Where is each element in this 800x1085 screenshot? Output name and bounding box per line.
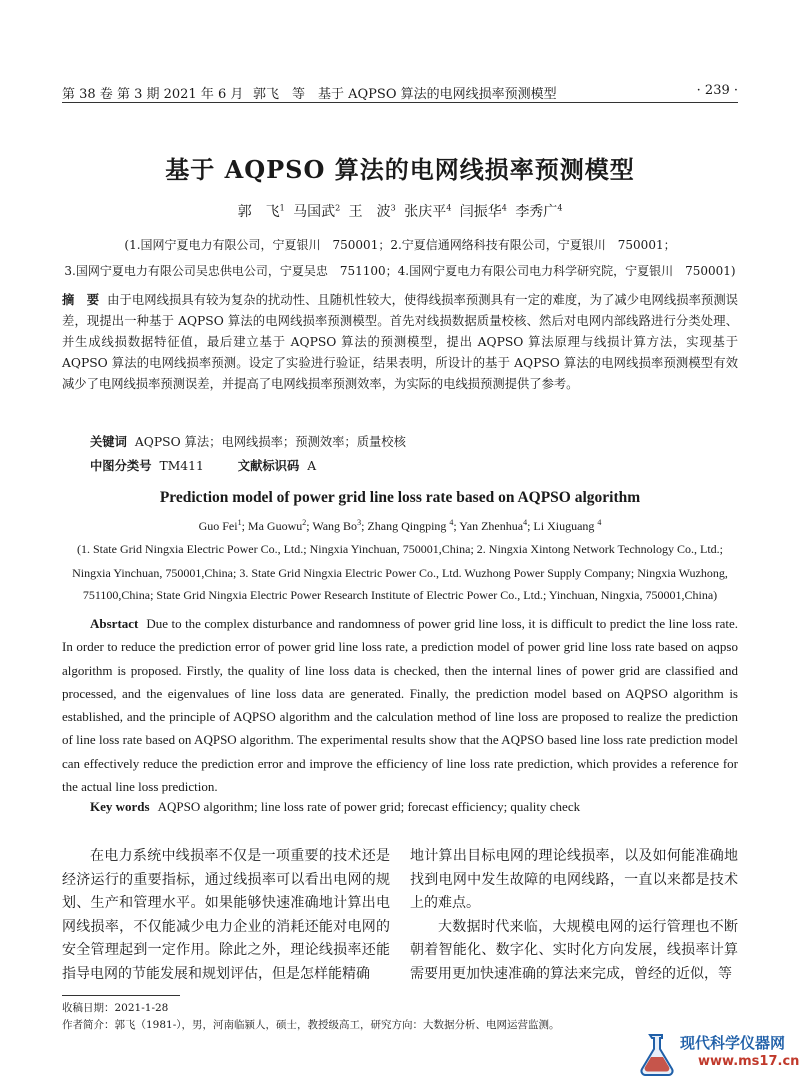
watermark-logo bbox=[636, 1030, 800, 1080]
watermark-name: 现代科学仪器网 bbox=[680, 1034, 786, 1052]
classification-cn bbox=[90, 456, 316, 474]
doc-code-label: 文献标识码 bbox=[237, 459, 300, 473]
affiliation-en-line: Ningxia Yinchuan, 750001,China; 3. State Grid Ningxia Electric Power Co., Ltd. Wuzhong Power Supply Company; Ningxia Wuzhong, bbox=[72, 566, 728, 580]
affiliation-cn-line: (1.国网宁夏电力有限公司，宁夏银川 750001；2.宁夏信通网络科技有限公司，宁夏银川 750001； bbox=[124, 238, 676, 252]
body-column-left bbox=[62, 845, 390, 986]
abstract-en bbox=[62, 612, 738, 798]
affiliation-en-line: 751100,China; State Grid Ningxia Electric Power Research Institute of Electric Power Co., Ltd.; Yinchuan, Ningxia, 750001,China) bbox=[82, 588, 718, 602]
author-cn: 王 波$^3$ bbox=[348, 203, 396, 220]
keywords-en bbox=[90, 799, 580, 815]
header-rule bbox=[62, 102, 738, 103]
author-cn: 张庆平$^4$ bbox=[404, 203, 452, 220]
keywords-cn-label: 关键词 bbox=[90, 435, 127, 449]
running-head bbox=[62, 83, 738, 101]
author-en: Li Xiuguang $^4$ bbox=[533, 518, 602, 533]
running-title: 郭飞 等 基于 AQPSO 算法的电网线损率预测模型 bbox=[253, 87, 557, 102]
author-en: Ma Guowu$^2$ bbox=[247, 518, 307, 533]
body-paragraph: 大数据时代来临，大规模电网的运行管理也不断朝着智能化、数字化、实时化方向发展，线损率计算需要用更加快速准确的算法来完成，曾经的近似，等 bbox=[410, 918, 738, 982]
watermark-url: www.ms17.cn bbox=[698, 1054, 800, 1069]
authors-cn bbox=[62, 201, 738, 221]
title-en: Prediction model of power grid line loss rate based on AQPSO algorithm bbox=[159, 489, 641, 506]
page-number: · 239 · bbox=[696, 83, 738, 98]
affiliation-en-line: (1. State Grid Ningxia Electric Power Co., Ltd.; Ningxia Yinchuan, 750001,China; 2. Ningxia Xintong Network Technology Co., Ltd.; bbox=[76, 542, 724, 556]
footnote-rule bbox=[62, 995, 180, 996]
abstract-en-label: Absrtact bbox=[90, 616, 139, 631]
author-en: Yan Zhenhua$^4$ bbox=[459, 518, 528, 533]
abstract-en-text: Due to the complex disturbance and randomness of power grid line loss, it is difficult to predict the line loss rate. In order to reduce the prediction error of power grid line loss rate, a prediction model of power grid line loss rate based on aqpso algorithm is proposed. Firstly, the quality of line loss data is checked, then the internal lines of power grid are classified and processed, and the eigenvalues of line loss data are generated. Finally, the prediction model based on AQPSO algorithm is established, and the principle of AQPSO algorithm and the calculation method of line loss are proposed to realize the prediction of line loss rate based on AQPSO algorithm. The experimental results show that the AQPSO based line loss rate prediction model can effectively reduce the prediction error and improve the efficiency of line loss rate prediction, which provides a reference for the actual line loss prediction. bbox=[62, 616, 738, 795]
author-en: Zhang Qingping $^4$ bbox=[367, 518, 454, 533]
footnote-author-bio: 作者简介：郭飞（1981-），男，河南临颍人，硕士，教授级高工，研究方向：大数据分析、电网运营监测。 bbox=[62, 1019, 560, 1031]
clc-value: TM411 bbox=[159, 459, 204, 473]
body-paragraph: 地计算出目标电网的理论线损率，以及如何能准确地找到电网中发生故障的电网线路，一直以来都是技术上的难点。 bbox=[410, 848, 738, 911]
author-cn: 马国武$^2$ bbox=[293, 203, 341, 220]
footnote-received: 收稿日期：2021-1-28 bbox=[62, 1002, 169, 1014]
author-cn: 闫振华$^4$ bbox=[459, 203, 507, 220]
author-cn: 郭 飞$^1$ bbox=[237, 203, 285, 220]
authors-en: Guo Fei$^1$; Ma Guowu$^2$; Wang Bo$^3$; Zhang Qingping $^4$; Yan Zhenhua$^4$; Li Xiuguang $^4$ bbox=[198, 518, 602, 533]
keywords-en-label: Key words bbox=[90, 799, 150, 814]
keywords-cn-text: AQPSO 算法；电网线损率；预测效率；质量校核 bbox=[134, 435, 406, 449]
abstract-cn-label: 摘 要 bbox=[62, 293, 100, 307]
author-en: Wang Bo$^3$ bbox=[312, 518, 362, 533]
body-column-right bbox=[410, 845, 738, 986]
flask-icon bbox=[636, 1032, 678, 1078]
abstract-cn bbox=[62, 290, 738, 395]
body-paragraph: 在电力系统中线损率不仅是一项重要的技术还是经济运行的重要指标，通过线损率可以看出电网的规划、生产和管理水平。如果能够快速准确地计算出电网线损率，不仅能减少电力企业的消耗还能对电网的安全管理起到一定作用。除此之外，理论线损率还能指导电网的节能发展和规划评估，但是怎样能精确 bbox=[62, 848, 390, 982]
author-cn: 李秀广$^4$ bbox=[515, 203, 563, 220]
title-cn: 基于 AQPSO 算法的电网线损率预测模型 bbox=[165, 155, 635, 184]
keywords-en-text: AQPSO algorithm; line loss rate of power grid; forecast efficiency; quality check bbox=[157, 799, 581, 814]
affiliation-cn-line: 3.国网宁夏电力有限公司吴忠供电公司，宁夏吴忠 751100；4.国网宁夏电力有限公司电力科学研究院，宁夏银川 750001) bbox=[64, 264, 736, 278]
abstract-cn-text: 由于电网线损具有较为复杂的扰动性、且随机性较大，使得线损率预测具有一定的难度，为了减少电网线损率预测误差，现提出一种基于 AQPSO 算法的电网线损率预测模型。首先对线损数据质量校核、然后对电网内部线路进行分类处理、并生成线损数据特征值，最后建立基于 AQPSO 算法的预测模型，提出 AQPSO 算法原理与线损计算方法，实现基于 AQPSO 算法的电网线损率预测。设定了实验进行验证，结果表明，所设计的基于 AQPSO 算法的电网线损率预测模型有效减少了电网线损率预测误差，并提高了电网线损率预测效率，为实际的电线损预测提供了参考。 bbox=[62, 293, 738, 391]
clc-label: 中图分类号 bbox=[90, 459, 152, 473]
doc-code-value: A bbox=[307, 459, 317, 473]
keywords-cn bbox=[90, 432, 406, 450]
journal-issue: 第 38 卷 第 3 期 2021 年 6 月 bbox=[62, 87, 244, 102]
author-en: Guo Fei$^1$ bbox=[198, 518, 242, 533]
